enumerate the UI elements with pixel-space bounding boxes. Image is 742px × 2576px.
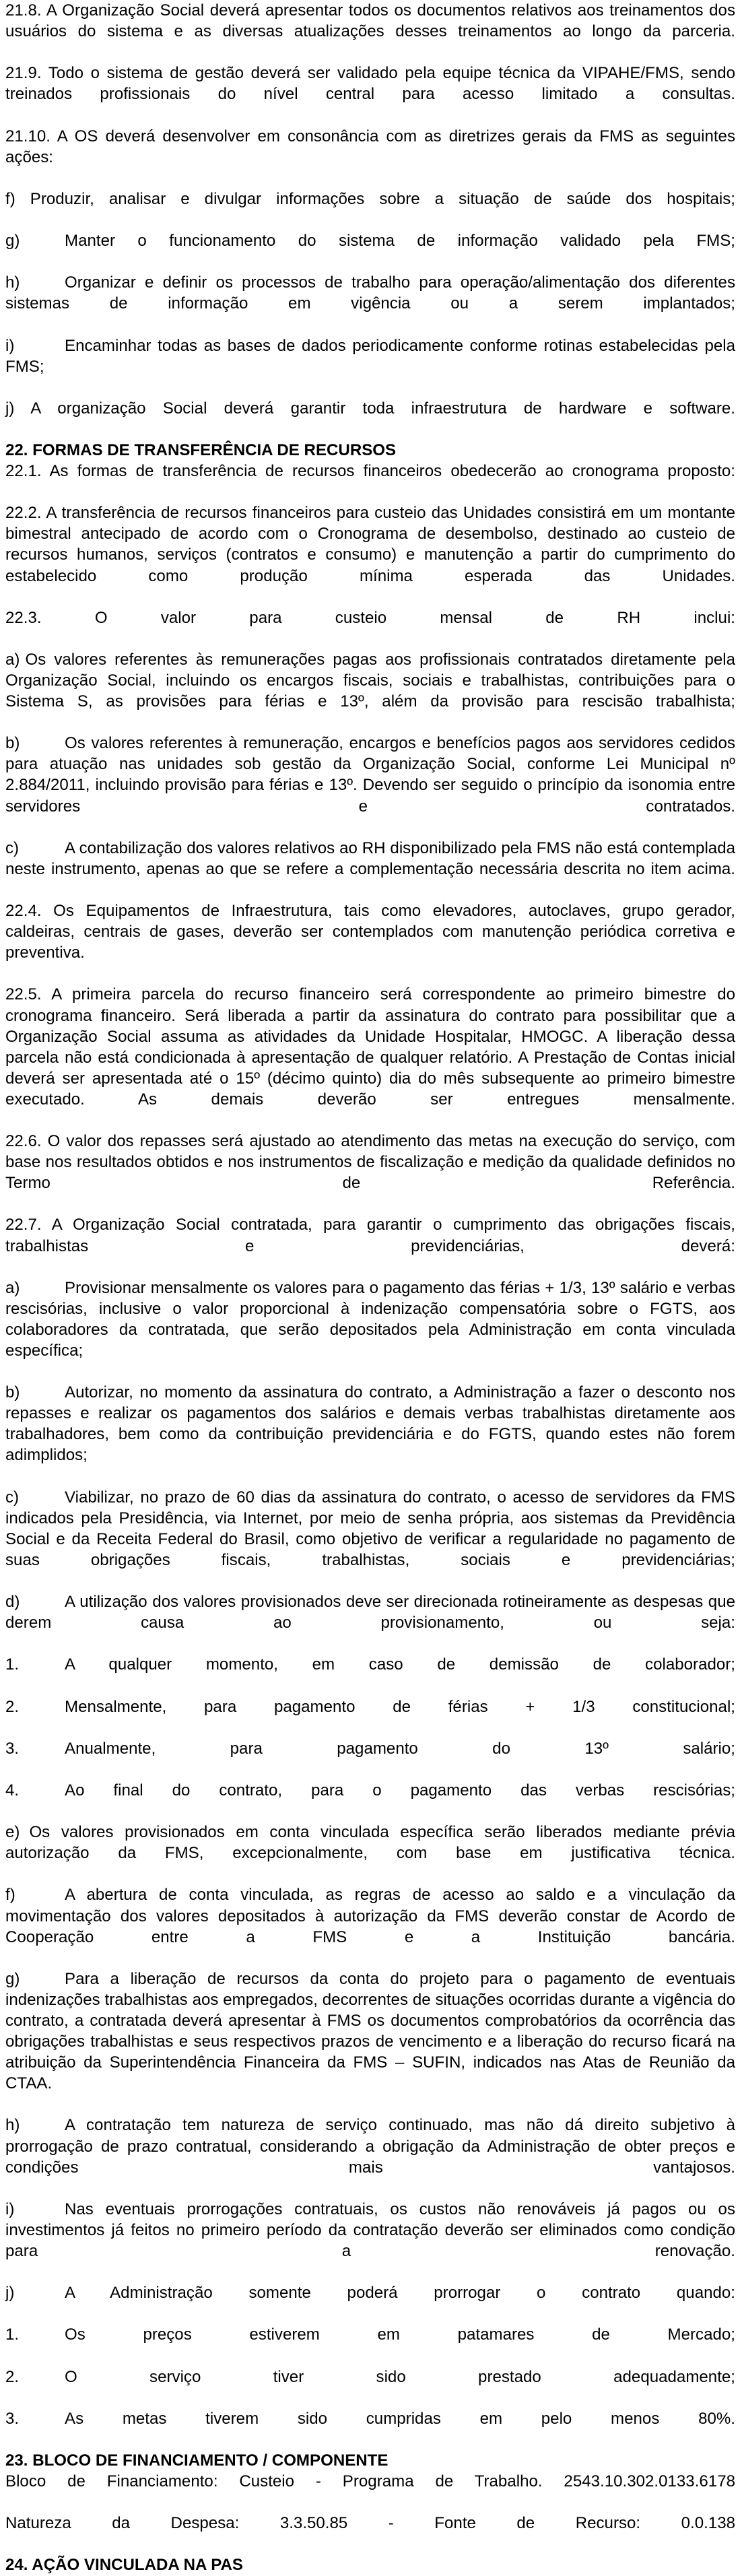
list-marker: g) bbox=[5, 1969, 20, 1988]
paragraph bbox=[5, 189, 735, 230]
list-marker: b) bbox=[5, 734, 20, 753]
paragraph-text: 22. FORMAS DE TRANSFERÊNCIA DE RECURSOS bbox=[5, 440, 397, 459]
paragraph bbox=[5, 1214, 735, 1277]
list-marker: 4. bbox=[5, 1781, 20, 1799]
paragraph bbox=[5, 1969, 735, 2115]
list-marker: 3. bbox=[5, 2409, 20, 2428]
paragraph-text: 21.9. Todo o sistema de gestão deverá ser validado pela equipe técnica da VIPAHE/FMS, sendo treinados profissionais do nível central para acesso limitado a consultas. bbox=[5, 64, 735, 104]
paragraph-text: A qualquer momento, em caso de demissão de colaborador; bbox=[65, 1655, 735, 1674]
paragraph-text: 21.10. A OS deverá desenvolver em consonância com as diretrizes gerais da FMS as seguintes ações: bbox=[5, 127, 735, 166]
paragraph bbox=[5, 900, 735, 984]
list-marker: c) bbox=[5, 838, 20, 857]
list-marker: b) bbox=[5, 1383, 20, 1402]
paragraph bbox=[5, 1696, 735, 1738]
paragraph-text: Organizar e definir os processos de trabalho para operação/alimentação dos diferentes sistemas de informação em vigência ou a serem implantados; bbox=[5, 273, 735, 313]
paragraph-text: 22.2. A transferência de recursos financeiros para custeio das Unidades consistirá em um montante bimestral antecipado de acordo com o Cronograma de desembolso, destinado ao custeio de recursos humanos, serviços (contratos e consumo) e manutenção a partir do cumprimento do estabelecido como produção mínima esperada das Unidades. bbox=[5, 504, 735, 585]
paragraph bbox=[5, 230, 735, 272]
section-heading bbox=[5, 2450, 735, 2471]
list-marker: 3. bbox=[5, 1739, 20, 1758]
paragraph-text: A Administração somente poderá prorrogar o contrato quando: bbox=[65, 2284, 735, 2303]
list-marker: a) bbox=[5, 650, 20, 669]
paragraph-text: Autorizar, no momento da assinatura do contrato, a Administração a fazer o desconto nos repasses e realizar os pagamentos dos salários e demais verbas trabalhistas diretamente aos trabalhadores, bem como da contribuição previdenciária e do FGTS, quando estes não forem adimplidos; bbox=[5, 1383, 735, 1465]
paragraph-text: 24. AÇÃO VINCULADA NA PAS bbox=[5, 2556, 243, 2575]
paragraph bbox=[5, 1738, 735, 1780]
list-marker: d) bbox=[5, 1593, 20, 1612]
paragraph bbox=[5, 398, 735, 440]
paragraph bbox=[5, 2115, 735, 2198]
paragraph bbox=[5, 649, 735, 733]
paragraph bbox=[5, 2408, 735, 2450]
paragraph-text: Os valores provisionados em conta vinculada específica serão liberados mediante prévia autorização da FMS, excepcionalmente, com base em justificativa técnica. bbox=[5, 1823, 735, 1863]
paragraph bbox=[5, 733, 735, 837]
paragraph-text: A utilização dos valores provisionados deve ser direcionada rotineiramente as despesas que derem causa ao provisionamento, ou seja: bbox=[5, 1593, 735, 1632]
paragraph-text: Encaminhar todas as bases de dados periodicamente conforme rotinas estabelecidas pela FMS; bbox=[5, 336, 735, 376]
paragraph-text: 22.1. As formas de transferência de recursos financeiros obedecerão ao cronograma proposto: bbox=[5, 462, 735, 481]
list-marker: 1. bbox=[5, 1655, 20, 1674]
paragraph-text: Os preços estiverem em patamares de Mercado; bbox=[65, 2325, 735, 2344]
paragraph-text: As metas tiverem sido cumpridas em pelo menos 80%. bbox=[65, 2409, 735, 2428]
paragraph-text: Viabilizar, no prazo de 60 dias da assinatura do contrato, o acesso de servidores da FMS indicados pela Presidência, via Internet, por meio de senha própria, aos sistemas da Previdência Social e da Receita Federal do Brasil, como objetivo de verificar a regularidade no pagamento de suas obrigações fiscais, trabalhistas, sociais e previdenciárias; bbox=[5, 1488, 735, 1569]
list-marker: h) bbox=[5, 273, 20, 292]
section-heading bbox=[5, 2554, 735, 2575]
paragraph bbox=[5, 63, 735, 125]
list-marker: 2. bbox=[5, 1697, 20, 1716]
paragraph bbox=[5, 2367, 735, 2408]
paragraph-text: 22.5. A primeira parcela do recurso financeiro será correspondente ao primeiro bimestre do cronograma financeiro. Será liberada a partir da assinatura do contrato para possibilitar que a Organização Social assuma as atividades da Unidade Hospitalar, HMOGC. A liberação dessa parcela não está condicionada à apresentação de qualquer relatório. A Prestação de Contas inicial deverá ser apresentada até o 15º (décimo quinto) dia do mês subsequente ao primeiro bimestre executado. As demais deverão ser entregues mensalmente. bbox=[5, 985, 735, 1109]
paragraph-text: Provisionar mensalmente os valores para o pagamento das férias + 1/3, 13º salário e verbas rescisórias, inclusive o valor proporcional à indenização compensatória sobre o FGTS, aos colaboradores da contratada, que serão depositados pela Administração em conta vinculada específica; bbox=[5, 1278, 735, 1360]
list-marker: a) bbox=[5, 1278, 20, 1297]
section-heading bbox=[5, 440, 735, 461]
paragraph-text: 22.3. O valor para custeio mensal de RH inclui: bbox=[5, 608, 735, 627]
paragraph bbox=[5, 1822, 735, 1884]
paragraph bbox=[5, 0, 735, 63]
paragraph bbox=[5, 984, 735, 1131]
paragraph-text: Ao final do contrato, para o pagamento das verbas rescisórias; bbox=[65, 1781, 735, 1799]
paragraph-text: j) A organização Social deverá garantir toda infraestrutura de hardware e software. bbox=[5, 399, 735, 418]
paragraph bbox=[5, 1278, 735, 1382]
paragraph bbox=[5, 2199, 735, 2282]
paragraph bbox=[5, 1382, 735, 1486]
paragraph-text: 22.4. Os Equipamentos de Infraestrutura, tais como elevadores, autoclaves, grupo gerador, caldeiras, centrais de gases, deverão ser contemplados com manutenção periódica corretiva e preventiva. bbox=[5, 902, 735, 962]
paragraph-text: A abertura de conta vinculada, as regras de acesso ao saldo e a vinculação da movimentação dos valores depositados à autorização da FMS deverão constar de Acordo de Cooperação entre a FMS e a Instituição bancária. bbox=[5, 1886, 735, 1946]
paragraph bbox=[5, 1487, 735, 1591]
paragraph-text: 23. BLOCO DE FINANCIAMENTO / COMPONENTE bbox=[5, 2451, 389, 2470]
paragraph-text: O serviço tiver sido prestado adequadamente; bbox=[65, 2367, 735, 2386]
paragraph bbox=[5, 502, 735, 607]
list-marker: i) bbox=[5, 336, 15, 355]
paragraph bbox=[5, 1884, 735, 1968]
paragraph bbox=[5, 2282, 735, 2324]
paragraph bbox=[5, 838, 735, 900]
paragraph-text: Natureza da Despesa: 3.3.50.85 - Fonte de Recurso: 0.0.138 bbox=[5, 2514, 735, 2533]
paragraph-text: Anualmente, para pagamento do 13º salário; bbox=[65, 1739, 735, 1758]
paragraph bbox=[5, 1654, 735, 1696]
paragraph-text: Os valores referentes à remuneração, encargos e benefícios pagos aos servidores cedidos para atuação nas unidades sob gestão da Organização Social, conforme Lei Municipal nº 2.884/2011, incluindo provisão para férias e 13º. Devendo ser seguido o princípio da isonomia entre servidores e contratados. bbox=[5, 734, 735, 816]
paragraph bbox=[5, 272, 735, 335]
list-marker: j) bbox=[5, 2284, 15, 2303]
paragraph bbox=[5, 2324, 735, 2366]
paragraph-text: Para a liberação de recursos da conta do projeto para o pagamento de eventuais indenizações trabalhistas aos empregados, decorrentes de situações ocorridas durante a vigência do contrato, a contratada deverá apresentar à FMS os documentos comprobatórios da ocorrência das obrigações trabalhistas e seus respectivos prazos de vencimento e a liberação do recurso ficará na atribuição da Superintendência Financeira da FMS – SUFIN, indicados nas Atas de Reunião da CTAA. bbox=[5, 1969, 735, 2093]
paragraph-text: Manter o funcionamento do sistema de informação validado pela FMS; bbox=[65, 232, 735, 251]
paragraph bbox=[5, 1591, 735, 1654]
paragraph-text: Mensalmente, para pagamento de férias + 1/3 constitucional; bbox=[65, 1697, 735, 1716]
paragraph bbox=[5, 607, 735, 649]
paragraph-text: Bloco de Financiamento: Custeio - Programa de Trabalho. 2543.10.302.0133.6178 bbox=[5, 2472, 735, 2491]
paragraph bbox=[5, 126, 735, 189]
paragraph bbox=[5, 1131, 735, 1214]
paragraph bbox=[5, 2513, 735, 2554]
list-marker: c) bbox=[5, 1488, 20, 1507]
list-marker: 2. bbox=[5, 2367, 20, 2386]
list-marker: h) bbox=[5, 2116, 20, 2135]
paragraph-text: 21.8. A Organização Social deverá apresentar todos os documentos relativos aos treinamentos dos usuários do sistema e as diversas atualizações desses treinamentos ao longo da parceria. bbox=[5, 1, 735, 41]
list-marker: 1. bbox=[5, 2325, 20, 2344]
list-marker: e) bbox=[5, 1823, 20, 1842]
paragraph-text: 22.6. O valor dos repasses será ajustado ao atendimento das metas na execução do serviço, com base nos resultados obtidos e nos instrumentos de fiscalização e medição da qualidade definidos no Termo de Referência. bbox=[5, 1132, 735, 1193]
paragraph-text: 22.7. A Organização Social contratada, para garantir o cumprimento das obrigações fiscais, trabalhistas e previdenciárias, deverá: bbox=[5, 1216, 735, 1255]
paragraph-text: A contratação tem natureza de serviço continuado, mas não dá direito subjetivo à prorrogação de prazo contratual, considerando a obrigação da Administração de obter preços e condições mais vantajosos. bbox=[5, 2116, 735, 2177]
paragraph-text: A contabilização dos valores relativos ao RH disponibilizado pela FMS não está contemplada neste instrumento, apenas ao que se refere a complementação necessária descrita no item acima. bbox=[5, 838, 735, 878]
list-marker: g) bbox=[5, 232, 20, 251]
paragraph-text: Os valores referentes às remunerações pagas aos profissionais contratados diretamente pela Organização Social, incluindo os encargos fiscais, sociais e trabalhistas, contribuições para o Sistema S, as provisões para férias e 13º, além da provisão para rescisão trabalhista; bbox=[5, 650, 735, 711]
paragraph-text: Nas eventuais prorrogações contratuais, os custos não renováveis já pagos ou os investimentos já feitos no primeiro período da contratação deverão ser eliminados como condição para a renovação. bbox=[5, 2200, 735, 2261]
paragraph bbox=[5, 2471, 735, 2513]
paragraph bbox=[5, 461, 735, 502]
paragraph bbox=[5, 1780, 735, 1822]
list-marker: i) bbox=[5, 2200, 15, 2218]
paragraph-text: f) Produzir, analisar e divulgar informações sobre a situação de saúde dos hospitais; bbox=[5, 189, 735, 208]
paragraph bbox=[5, 335, 735, 398]
list-marker: f) bbox=[5, 1886, 15, 1905]
